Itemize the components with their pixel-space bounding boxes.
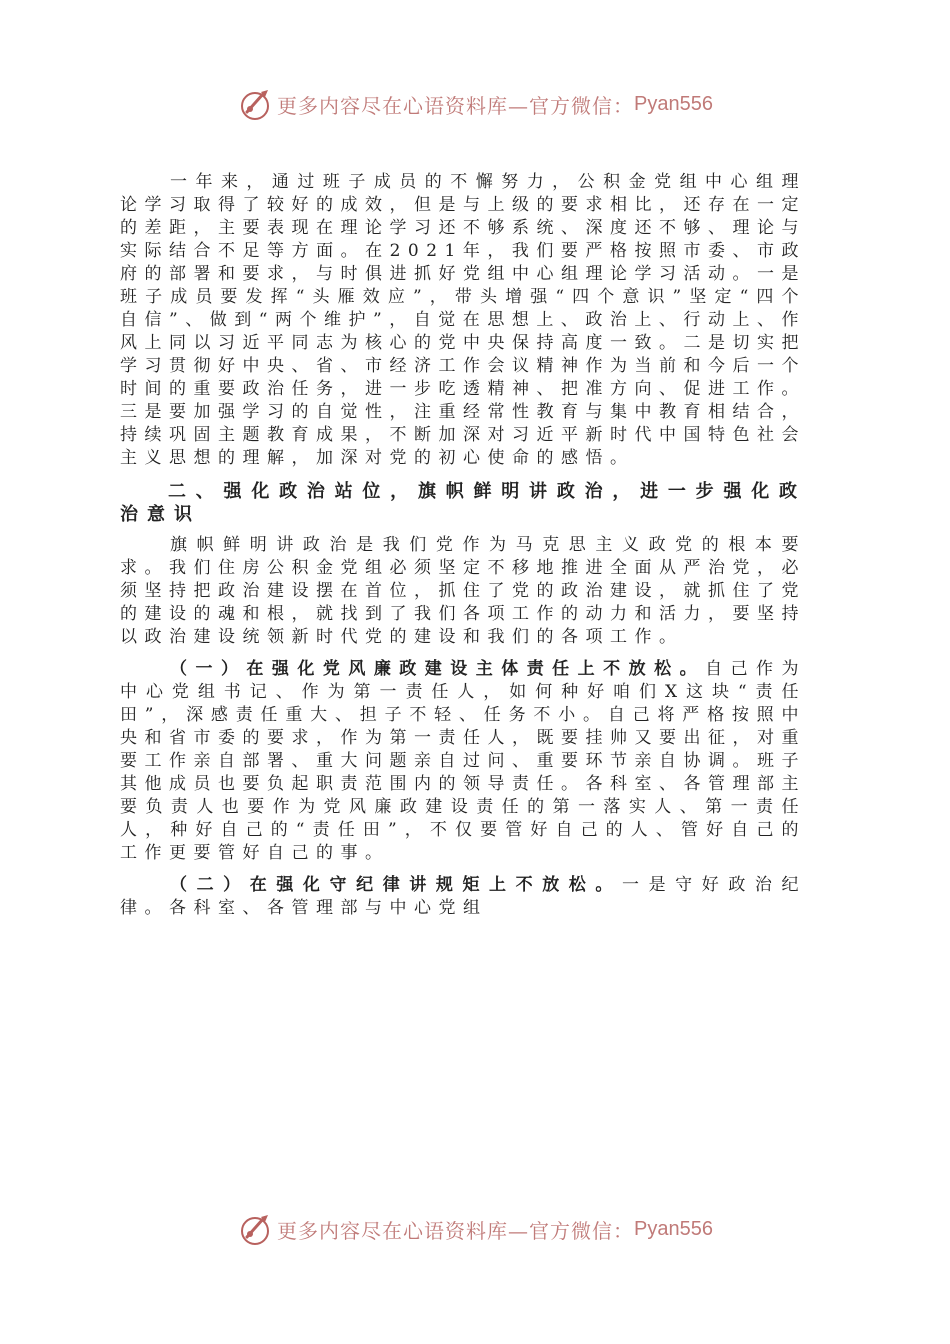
sub1-title: （一）在强化党风廉政建设主体责任上不放松。 (170, 659, 706, 679)
section-heading-2: 二、强化政治站位，旗帜鲜明讲政治，进一步强化政治意识 (120, 481, 806, 525)
paragraph-politics: 旗帜鲜明讲政治是我们党作为马克思主义政党的根本要求。我们住房公积金党组必须坚定不移地推进全面从严治党，必须坚持把政治建设摆在首位，抓住了党的政治建设，就抓住了党的建设的魂和根，就找到了我们各项工作的动力和活力，要坚持以政治建设统领新时代党的建设和我们的各项工作。 (120, 535, 806, 647)
watermark-text: 更多内容尽在心语资料库—官方微信： (277, 1218, 635, 1243)
sub2-title: （二）在强化守纪律讲规矩上不放松。 (170, 875, 622, 895)
paragraph-study: 一年来，通过班子成员的不懈努力，公积金党组中心组理论学习取得了较好的成效，但是与上级的要求相比，还存在一定的差距，主要表现在理论学习还不够系统、深度还不够、理论与实际结合不足等方面。在2021年，我们要严格按照市委、市政府的部署和要求，与时俱进抓好党组中心组理论学习活动。一是班子成员要发挥“头雁效应”，带头增强“四个意识”坚定“四个自信”、做到“两个维护”，自觉在思想上、政治上、行动上、作风上同以习近平同志为核心的党中央保持高度一致。二是切实把学习贯彻好中央、省、市经济工作会议精神作为当前和今后一个时间的重要政治任务，进一步吃透精神、把准方向、促进工作。三是要加强学习的自觉性，注重经常性教育与集中教育相结合，持续巩固主题教育成果，不断加深对习近平新时代中国特色社会主义思想的理解，加深对党的初心使命的感悟。 (120, 172, 806, 468)
watermark-wechat-id: Pyan556 (634, 1217, 713, 1240)
sub2-body: 一是守好政治纪律。各科室、各管理部与中心党组 (120, 875, 807, 918)
watermark-banner-top (0, 84, 950, 124)
paragraph-sub2 (120, 874, 806, 920)
watermark-wechat-id: Pyan556 (634, 92, 713, 115)
watermark-banner-bottom (0, 1209, 950, 1249)
document-body (120, 171, 806, 920)
brush-logo-icon (237, 1211, 273, 1247)
sub1-body: 自己作为中心党组书记、作为第一责任人，如何种好咱们X这块“责任田”，深感责任重大、担子不轻、任务不小。自己将严格按照中央和省市委的要求，作为第一责任人，既要挂帅又要出征，对重要工作亲自部署、重大问题亲自过问、重要环节亲自协调。班子其他成员也要负起职责范围内的领导责任。各科室、各管理部主要负责人也要作为党风廉政建设责任的第一落实人、第一责任人，种好自己的“责任田”，不仅要管好自己的人、管好自己的工作更要管好自己的事。 (120, 659, 807, 863)
brush-logo-icon (237, 86, 273, 122)
watermark-text: 更多内容尽在心语资料库—官方微信： (277, 93, 635, 118)
paragraph-sub1 (120, 658, 806, 865)
